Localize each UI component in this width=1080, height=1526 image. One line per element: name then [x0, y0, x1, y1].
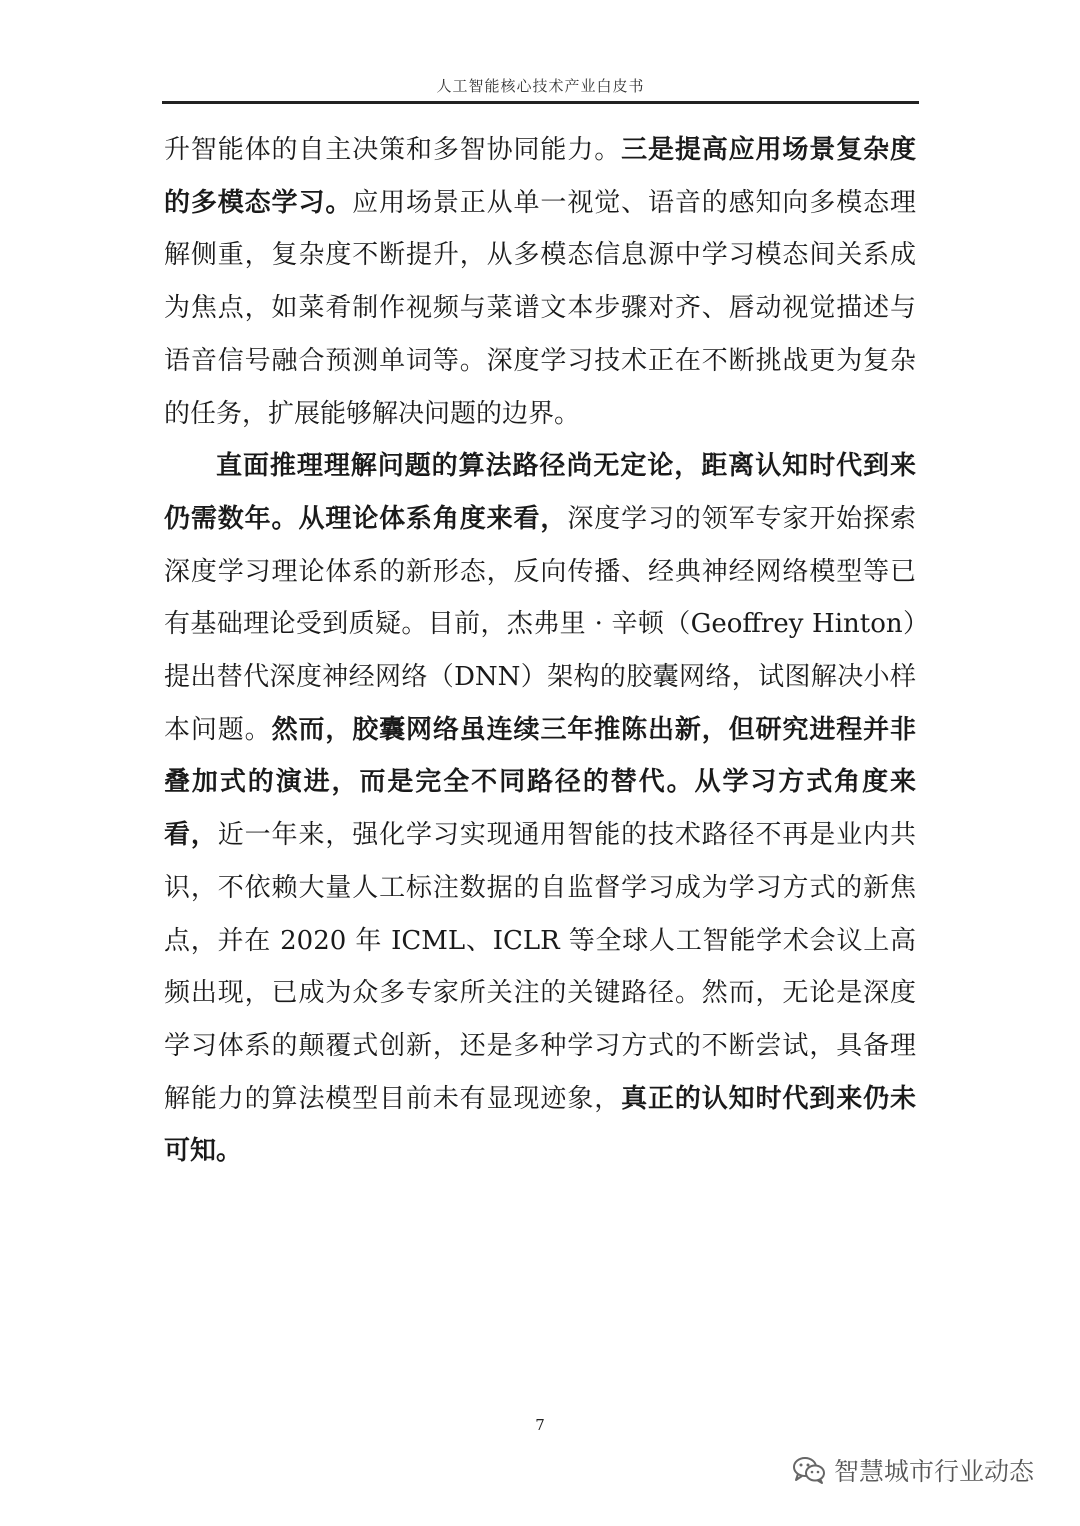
text-run: 应用场景正从单一视觉、语音的感知向多模态理解侧重，复杂度不断提升，从多模态信息源中学习模态间关系成为焦点，如菜肴制作视频与菜谱文本步骤对齐、唇动视觉描述与语音信号融合预测单词等。深度学习技术正在不断挑战更为复杂的任务，扩展能够解决问题的边界。	[164, 187, 916, 429]
bold-text-run: 从学习方式角度来看，	[164, 767, 916, 851]
document-body	[164, 124, 916, 1178]
text-run: 近一年来，强化学习实现通用智能的技术路径不再是业内共识，不依赖大量人工标注数据的自监督学习成为学习方式的新焦点，并在 2020 年 ICML、ICLR 等全球人工智能学术会议上高频出现，已成为众多专家所关注的关键路径。然而，无论是深度学习体系的颠覆式创新，还是多种学习方式的不断尝试，具备理解能力的算法模型目前未有显现迹象，	[164, 820, 916, 1114]
paragraph-1	[164, 124, 916, 440]
bold-text-run: 直面推理理解问题的算法路径尚无定论，距离认知时代到来仍需数年。	[164, 451, 916, 534]
wechat-icon	[792, 1455, 826, 1485]
bold-text-run: 真正的认知时代到来仍未可知。	[164, 1083, 916, 1167]
bold-text-run: 然而，胶囊网络虽连续三年推陈出新，但研究进程并非叠加式的演进，而是完全不同路径的替代。	[164, 714, 916, 798]
page-number: 7	[535, 1416, 545, 1434]
header-rule	[162, 101, 919, 104]
text-run: 深度学习的领军专家开始探索深度学习理论体系的新形态，反向传播、经典神经网络模型等已有基础理论受到质疑。目前，杰弗里 · 辛顿（Geoffrey Hinton）提出替代深度神经网络（DNN）架构的胶囊网络，试图解决小样本问题。	[164, 503, 916, 745]
running-header: 人工智能核心技术产业白皮书	[436, 77, 645, 95]
watermark	[792, 1450, 1034, 1490]
bold-text-run: 从理论体系角度来看，	[298, 503, 568, 534]
text-run: 升智能体的自主决策和多智协同能力。	[164, 135, 622, 165]
watermark-text: 智慧城市行业动态	[834, 1457, 1035, 1486]
paragraph-2	[164, 440, 916, 1178]
bold-text-run: 三是提高应用场景复杂度的多模态学习。	[164, 135, 916, 218]
